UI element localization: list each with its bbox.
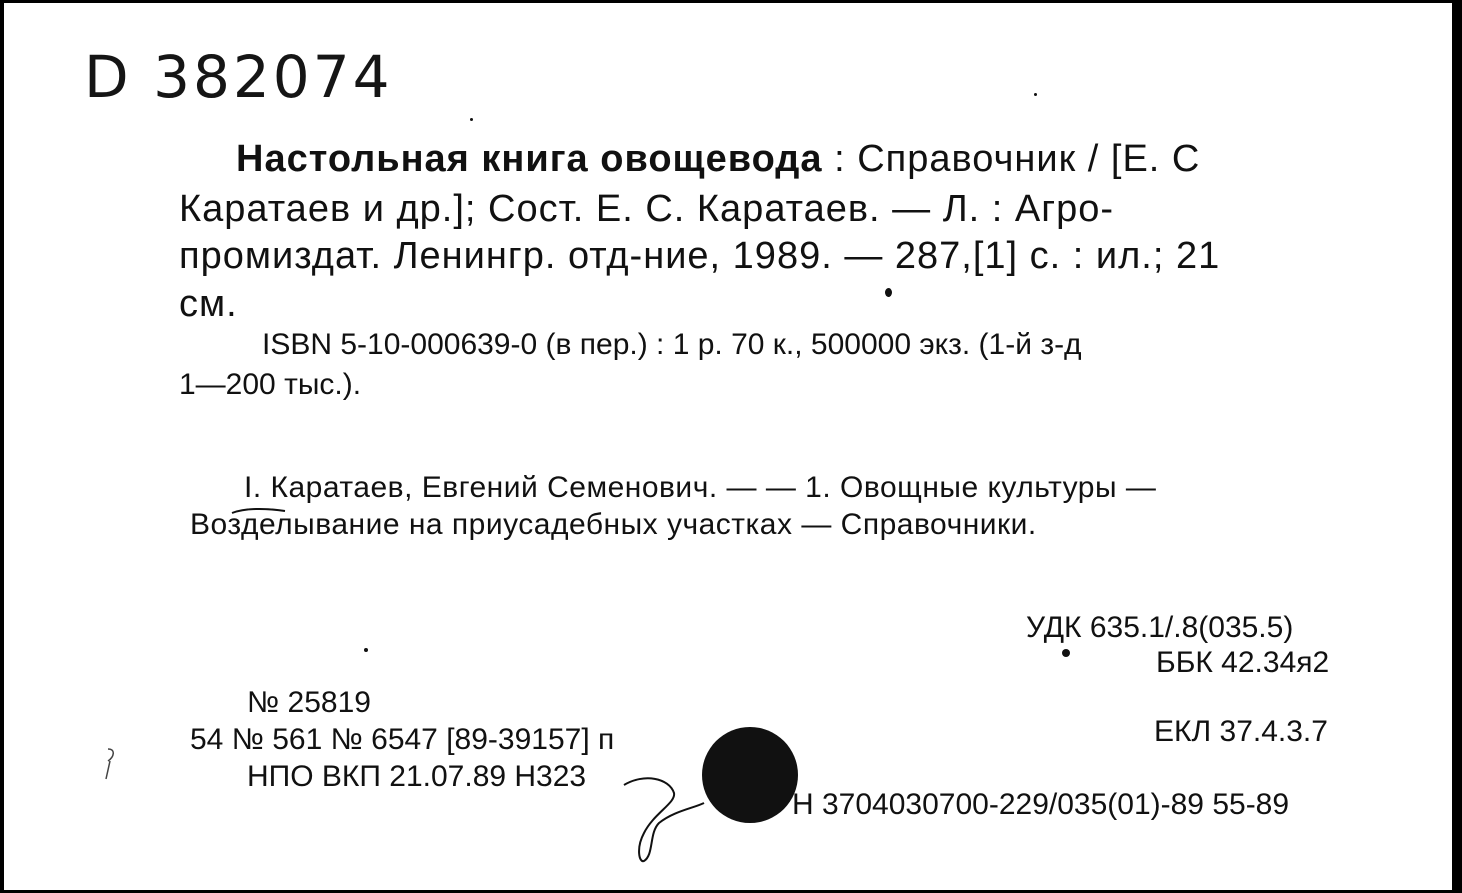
underline-mark	[230, 505, 290, 517]
call-number: D 382074	[84, 43, 393, 111]
speck	[364, 648, 368, 652]
handwritten-mark	[614, 763, 734, 873]
title-line-1	[236, 138, 1200, 181]
title-line-1-rest: : Справочник / [Е. С	[822, 138, 1201, 180]
card-number: № 25819	[247, 686, 371, 719]
npo-line: НПО ВКП 21.07.89 Н323	[247, 760, 587, 793]
isbn-line-2: 1—200 тыс.).	[179, 368, 362, 401]
speck	[470, 118, 473, 121]
title-line-3: промиздат. Ленингр. отд-ние, 1989. — 287,[1] с. : ил.; 21	[179, 235, 1221, 277]
tracings-line-2: Возделывание на приусадебных участках — Справочники.	[190, 508, 1037, 541]
udk-code: УДК 635.1/.8(035.5)	[1026, 611, 1294, 644]
margin-scribble	[96, 745, 126, 785]
tracings-line-1: I. Каратаев, Евгений Семенович. — — 1. Овощные культуры —	[244, 471, 1157, 504]
title-line-2: Каратаев и др.]; Сост. Е. С. Каратаев. — Л. : Агро-	[179, 188, 1115, 230]
bbk-code: ББК 42.34я2	[1156, 646, 1330, 679]
ekl-code: ЕКЛ 37.4.3.7	[1154, 715, 1328, 748]
book-title: Настольная книга овощевода	[236, 138, 823, 180]
speck	[1034, 93, 1037, 96]
speck	[1062, 649, 1070, 657]
speck	[885, 288, 892, 297]
title-line-4: см.	[179, 283, 238, 325]
isbn-line-1: ISBN 5-10-000639-0 (в пер.) : 1 р. 70 к., 500000 экз. (1-й з-д	[262, 328, 1082, 361]
order-line: 54 № 561 № 6547 [89-39157] п	[190, 723, 615, 756]
code-line: Н 3704030700-229/035(01)-89 55-89	[792, 788, 1290, 821]
